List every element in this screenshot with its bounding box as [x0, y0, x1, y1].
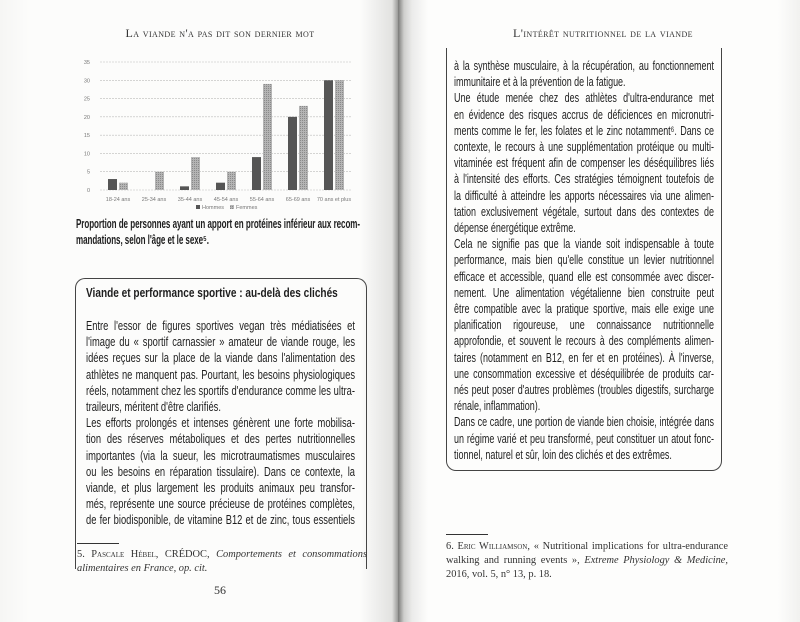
bar-hommes [108, 179, 117, 190]
y-tick-label: 20 [83, 114, 90, 121]
x-tick-label: 55-64 ans [249, 197, 275, 203]
footnote-number: 6. [446, 541, 454, 552]
text-line: nés peut poser d'autres problèmes (troubles digestifs, surcharge [454, 383, 714, 398]
footnote-author: Eric Williamson, [457, 541, 530, 552]
footnote-title: « Nutritional implications for ultra-endurance walking and running events », [446, 541, 729, 566]
footnote-5: 5. Pascale Hébel, CRÉDOC, Comportements et consommations alimentaires en France, op. cit. [77, 549, 367, 574]
paragraph [454, 414, 714, 463]
bar-femmes [155, 172, 164, 190]
y-tick-label: 0 [86, 188, 90, 194]
text-line: importantes (via la sueur, les microtraumatismes musculaires [86, 448, 355, 463]
right-page [398, 0, 800, 622]
legend-swatch [230, 205, 234, 209]
box-title [86, 285, 340, 301]
text-line: dépense énergétique extrême. [454, 221, 576, 236]
paragraph [454, 58, 714, 90]
paragraph [454, 90, 714, 236]
y-tick-label: 35 [83, 60, 90, 66]
text-line: approfondie, et souvent le recours à des compléments alimen- [454, 334, 714, 349]
legend-label: Femmes [236, 205, 258, 211]
text-line: de fer biodisponible, de vitamine B12 et de zinc, tous essentiels [86, 513, 355, 528]
bar-femmes [227, 172, 236, 190]
text-line: Entre l'essor de figures sportives vegan très médiatisées et [86, 319, 355, 333]
footnote-6 [446, 540, 728, 582]
y-tick-label: 25 [83, 96, 90, 103]
running-header: La viande n'a pas dit son dernier mot [125, 26, 315, 40]
x-tick-label: 65-69 ans [285, 197, 311, 203]
text-line: Une étude menée chez des athlètes d'ultra-endurance met [454, 91, 714, 106]
text-line: taires (notamment en B12, en fer et en protéines). À l'inverse, [454, 350, 714, 365]
text-line: més, représente une source précieuse de protéines complètes, [86, 497, 355, 512]
footnote-title: Comportements et consommations alimentaires en France, op. cit. [77, 549, 367, 574]
text-line: en évidence des risques accrus de déficiences en micronutri- [454, 107, 714, 122]
footnote-number: 5. [77, 549, 85, 560]
bar-femmes [119, 183, 128, 190]
bar-chart [66, 52, 376, 222]
page-number: 56 [214, 583, 226, 597]
y-tick-label: 30 [83, 78, 90, 85]
paragraph [86, 415, 355, 528]
footnote-rule [77, 543, 119, 544]
text-line: l'image du « sportif carnassier » amateur de viande rouge, les [86, 335, 355, 350]
bar-femmes [335, 80, 344, 190]
text-line: vitaminée est fréquent afin de compenser les déséquilibres liés [454, 156, 714, 171]
footnote-rule [446, 534, 488, 535]
box-title-text: Viande et performance sportive : au-delà des clichés [86, 286, 338, 300]
footnote-details: 2016, vol. 5, n° 13, p. 18. [446, 569, 552, 580]
text-line: viande, et plus largement les produits animaux peu transfor- [86, 481, 355, 496]
x-tick-label: 18-24 ans [105, 197, 131, 203]
y-tick-label: 10 [83, 151, 90, 158]
bar-hommes [324, 80, 333, 190]
x-tick-label: 70 ans et plus [316, 197, 352, 203]
text-line: Proportion de personnes ayant un apport en protéines inférieur aux recom- [76, 217, 360, 231]
text-line: Dans ce cadre, une portion de viande bien choisie, intégrée dans [454, 415, 714, 430]
paragraph [454, 236, 714, 414]
paragraph [86, 318, 355, 415]
running-header: L'intérêt nutritionnel de la viande [513, 26, 693, 40]
text-line: traileurs, méritent d'être clarifiés. [86, 400, 221, 415]
x-tick-label: 25-34 ans [141, 197, 167, 203]
left-page [0, 0, 398, 622]
legend-swatch [196, 205, 200, 209]
box-body [86, 318, 355, 529]
bar-hommes [288, 117, 297, 190]
text-line: Les efforts prolongés et intenses génèrent une forte mobilisa- [86, 416, 355, 431]
x-tick-label: 45-54 ans [213, 197, 239, 203]
text-line: efficace et accessible, quand elle est consommée avec discer- [454, 269, 714, 284]
bar-femmes [263, 84, 272, 190]
text-line: Cela ne signifie pas que la viande soit indispensable à toute [454, 237, 714, 252]
x-tick-label: 35-44 ans [177, 197, 203, 203]
text-line: idées reçues sur la place de la viande dans l'alimentation des [86, 351, 355, 366]
bar-hommes [252, 157, 261, 190]
bar-femmes [191, 157, 200, 190]
text-line: ments comme le fer, les folates et le zinc notamment⁶. Dans ce [454, 123, 714, 138]
text-line: planification rigoureuse, une connaissance nutritionnelle [454, 318, 714, 333]
footnote-org: CRÉDOC, [164, 549, 210, 560]
text-line: ou les besoins en réparation tissulaire). Dans ce contexte, la [86, 464, 355, 479]
text-line: tion des réserves métaboliques et des pertes nutritionnelles [86, 432, 355, 447]
footnote-journal: Extreme Physiology & Medicine, [584, 555, 728, 566]
text-line: athlètes ne manquent pas. Pourtant, les besoins physiologiques [86, 367, 355, 382]
text-line: immunitaire et à la prévention de la fatigue. [454, 75, 626, 90]
text-line: mandations, selon l'âge et le sexe⁵. [76, 233, 209, 248]
bar-femmes [299, 106, 308, 190]
text-line: être compatible avec la pratique sportive, mais elle exige une [454, 302, 714, 317]
text-line: une consommation excessive et déséquilibrée de produits car- [454, 366, 714, 381]
text-line: à l'intensité des efforts. Ces stratégies témoignent toutefois de [454, 172, 714, 187]
box-body [454, 58, 714, 463]
text-line: à la synthèse musculaire, à la récupération, au fonctionnement [454, 59, 714, 73]
text-line: nement. Une alimentation végétalienne bien construite peut [454, 285, 714, 300]
footnote-author: Pascale Hébel [91, 549, 156, 560]
bar-hommes [180, 186, 189, 190]
text-line: tation exclusivement végétale, surtout dans des contextes de [454, 204, 714, 219]
y-tick-label: 5 [86, 169, 90, 176]
chart-caption [76, 216, 360, 248]
text-line: rénale, inflammation). [454, 399, 541, 414]
text-line: réels, notamment chez les sportifs d'endurance comme les ultra- [86, 383, 355, 398]
text-line: un régime varié et peu transformé, peut constituer un atout fonc- [454, 431, 714, 446]
bar-hommes [216, 183, 225, 190]
text-line: tionnel, naturel et sûr, loin des clichés et des extrêmes. [454, 447, 672, 462]
text-line: la difficulté à atteindre les apports nécessaires via une alimen- [454, 188, 714, 203]
legend-label: Hommes [202, 205, 225, 211]
text-line: performance, mais bien qu'elle constitue un levier nutritionnel [454, 253, 714, 268]
text-line: contexte, le recours à une supplémentation protéique ou multi- [454, 140, 714, 155]
y-tick-label: 15 [83, 133, 90, 140]
